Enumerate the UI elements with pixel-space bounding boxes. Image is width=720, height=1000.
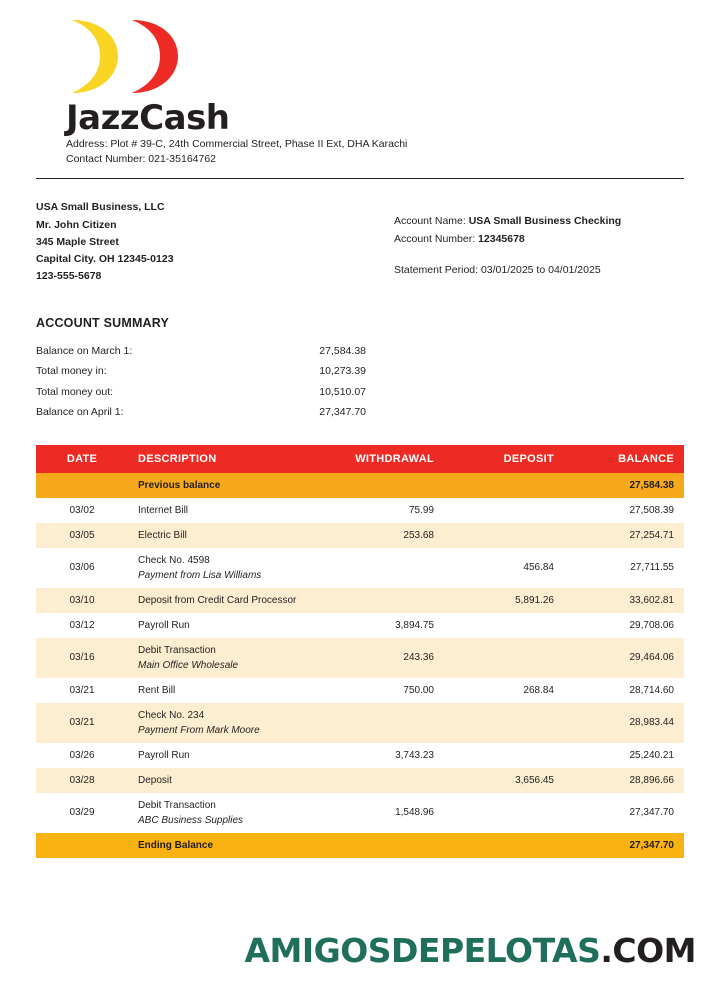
- row-deposit: [444, 703, 564, 743]
- previous-balance-withdrawal: [314, 473, 444, 498]
- row-description-main: Payroll Run: [138, 619, 190, 631]
- crescent-logo-icon: [66, 14, 186, 99]
- row-description: [128, 523, 314, 548]
- row-date: 03/21: [69, 684, 95, 696]
- customer-phone: 123-555-5678: [36, 270, 102, 283]
- row-date: 03/28: [69, 774, 95, 786]
- transactions-body: [36, 473, 684, 858]
- row-balance: 27,254.71: [629, 529, 674, 541]
- row-description: [128, 498, 314, 523]
- summary-row: [36, 382, 366, 402]
- row-description-main: Rent Bill: [138, 684, 176, 696]
- column-header-date: DATE: [36, 445, 128, 473]
- summary-value: 27,347.70: [319, 405, 366, 418]
- row-balance: 28,896.66: [629, 774, 674, 786]
- table-row: [36, 498, 684, 523]
- summary-value: 10,510.07: [319, 385, 366, 398]
- account-number-label: Account Number:: [394, 232, 476, 245]
- row-description-sub: ABC Business Supplies: [138, 814, 244, 826]
- summary-row: [36, 362, 366, 382]
- row-date: 03/05: [69, 529, 95, 541]
- row-deposit: 5,891.26: [515, 594, 554, 606]
- ending-balance-withdrawal: [314, 833, 444, 858]
- row-description-sub: Payment From Mark Moore: [138, 724, 260, 736]
- row-description: [128, 743, 314, 768]
- transactions-header-row: [36, 445, 684, 473]
- ending-balance-row: [36, 833, 684, 858]
- account-name-label: Account Name:: [394, 215, 466, 228]
- row-description: [128, 678, 314, 703]
- row-withdrawal: 243.36: [403, 652, 434, 664]
- row-withdrawal: 3,894.75: [395, 619, 434, 631]
- account-name-row: [394, 213, 684, 230]
- row-description: [128, 588, 314, 613]
- row-deposit: [444, 613, 564, 638]
- row-deposit: 268.84: [523, 684, 554, 696]
- watermark-suffix: .COM: [600, 931, 696, 970]
- row-balance: 28,983.44: [629, 717, 674, 729]
- row-withdrawal: 1,548.96: [395, 807, 434, 819]
- parties-block: [36, 199, 684, 286]
- table-row: [36, 678, 684, 703]
- table-row: [36, 703, 684, 743]
- column-header-description: DESCRIPTION: [128, 445, 314, 473]
- summary-label: Total money in:: [36, 365, 107, 378]
- row-description-main: Electric Bill: [138, 529, 187, 541]
- summary-label: Balance on April 1:: [36, 405, 124, 418]
- row-description: [128, 548, 314, 588]
- previous-balance-deposit: [444, 473, 564, 498]
- row-deposit: [444, 743, 564, 768]
- row-description-main: Debit Transaction: [138, 799, 216, 811]
- row-date: 03/12: [69, 619, 95, 631]
- row-description-main: Deposit: [138, 774, 172, 786]
- account-number-value: 12345678: [478, 232, 525, 245]
- row-description: [128, 638, 314, 678]
- summary-label: Total money out:: [36, 385, 114, 398]
- summary-label: Balance on March 1:: [36, 345, 133, 358]
- previous-balance-label: Previous balance: [138, 479, 221, 491]
- row-balance: 33,602.81: [629, 594, 674, 606]
- row-balance: 27,347.70: [629, 807, 674, 819]
- customer-city: Capital City. OH 12345-0123: [36, 253, 174, 266]
- row-date: 03/10: [69, 594, 95, 606]
- row-balance: 29,464.06: [629, 652, 674, 664]
- account-number-row: [394, 231, 684, 248]
- account-name-value: USA Small Business Checking: [468, 215, 622, 228]
- customer-address: [36, 199, 174, 286]
- row-deposit: [444, 523, 564, 548]
- row-deposit: 3,656.45: [515, 774, 554, 786]
- account-details: [394, 199, 684, 286]
- row-description: [128, 613, 314, 638]
- row-description-main: Internet Bill: [138, 504, 189, 516]
- statement-period: Statement Period: 03/01/2025 to 04/01/2025: [394, 263, 601, 276]
- row-date: 03/21: [69, 717, 95, 729]
- row-deposit: [444, 638, 564, 678]
- row-date: 03/16: [69, 652, 95, 664]
- row-description: [128, 703, 314, 743]
- row-description-sub: Main Office Wholesale: [138, 659, 239, 671]
- row-balance: 27,711.55: [630, 562, 674, 574]
- row-withdrawal: 253.68: [403, 529, 434, 541]
- previous-balance-date: [36, 473, 128, 498]
- table-row: [36, 523, 684, 548]
- row-description: [128, 768, 314, 793]
- transactions-section: [36, 445, 684, 858]
- row-description-main: Debit Transaction: [138, 644, 216, 656]
- row-date: 03/02: [69, 504, 95, 516]
- table-row: [36, 638, 684, 678]
- ending-balance-deposit: [444, 833, 564, 858]
- summary-value: 10,273.39: [319, 365, 366, 378]
- ending-balance-label: Ending Balance: [138, 839, 214, 851]
- row-deposit: [444, 793, 564, 833]
- row-description-main: Check No. 234: [138, 709, 205, 721]
- row-balance: 29,708.06: [629, 619, 674, 631]
- row-balance: 25,240.21: [629, 749, 674, 761]
- header-divider: [36, 178, 684, 179]
- row-withdrawal: [314, 588, 444, 613]
- row-description-main: Check No. 4598: [138, 554, 210, 566]
- table-row: [36, 743, 684, 768]
- row-withdrawal: [314, 548, 444, 588]
- document-header: [36, 0, 684, 179]
- table-row: [36, 548, 684, 588]
- transactions-table: [36, 445, 684, 858]
- transactions-head: [36, 445, 684, 473]
- row-description-sub: Payment from Lisa Williams: [138, 569, 262, 581]
- row-date: 03/06: [69, 562, 95, 574]
- row-date: 03/29: [69, 807, 95, 819]
- table-row: [36, 613, 684, 638]
- column-header-balance: BALANCE: [564, 445, 684, 473]
- table-row: [36, 768, 684, 793]
- row-withdrawal: 75.99: [408, 504, 434, 516]
- brand-contact: Contact Number: 021-35164762: [66, 153, 217, 166]
- summary-row: [36, 402, 366, 422]
- row-deposit: [444, 498, 564, 523]
- column-header-deposit: DEPOSIT: [444, 445, 564, 473]
- row-balance: 28,714.60: [629, 684, 674, 696]
- table-row: [36, 793, 684, 833]
- column-header-withdrawal: WITHDRAWAL: [314, 445, 444, 473]
- row-description-main: Payroll Run: [138, 749, 190, 761]
- row-deposit: 456.84: [523, 562, 554, 574]
- brand-name: JazzCash: [66, 98, 230, 138]
- brand-address: Address: Plot # 39-C, 24th Commercial Street, Phase II Ext, DHA Karachi: [66, 137, 408, 150]
- watermark-primary: AMIGOSDEPELOTAS: [244, 931, 601, 970]
- previous-balance-row: [36, 473, 684, 498]
- watermark: [244, 931, 696, 970]
- row-withdrawal: [314, 703, 444, 743]
- account-summary-title: ACCOUNT SUMMARY: [36, 315, 170, 330]
- table-row: [36, 588, 684, 613]
- row-withdrawal: 750.00: [403, 684, 434, 696]
- account-summary-table: [36, 342, 366, 423]
- customer-company: USA Small Business, LLC: [36, 201, 165, 214]
- row-description-main: Deposit from Credit Card Processor: [138, 594, 297, 606]
- summary-value: 27,584.38: [319, 345, 366, 358]
- row-withdrawal: [314, 768, 444, 793]
- previous-balance-amount: 27,584.38: [629, 479, 674, 491]
- ending-balance-amount: 27,347.70: [629, 839, 674, 851]
- summary-row: [36, 342, 366, 362]
- customer-street: 345 Maple Street: [36, 235, 119, 248]
- customer-name: Mr. John Citizen: [36, 218, 117, 231]
- row-withdrawal: 3,743.23: [395, 749, 434, 761]
- row-balance: 27,508.39: [629, 504, 674, 516]
- row-description: [128, 793, 314, 833]
- ending-balance-date: [36, 833, 128, 858]
- row-date: 03/26: [69, 749, 95, 761]
